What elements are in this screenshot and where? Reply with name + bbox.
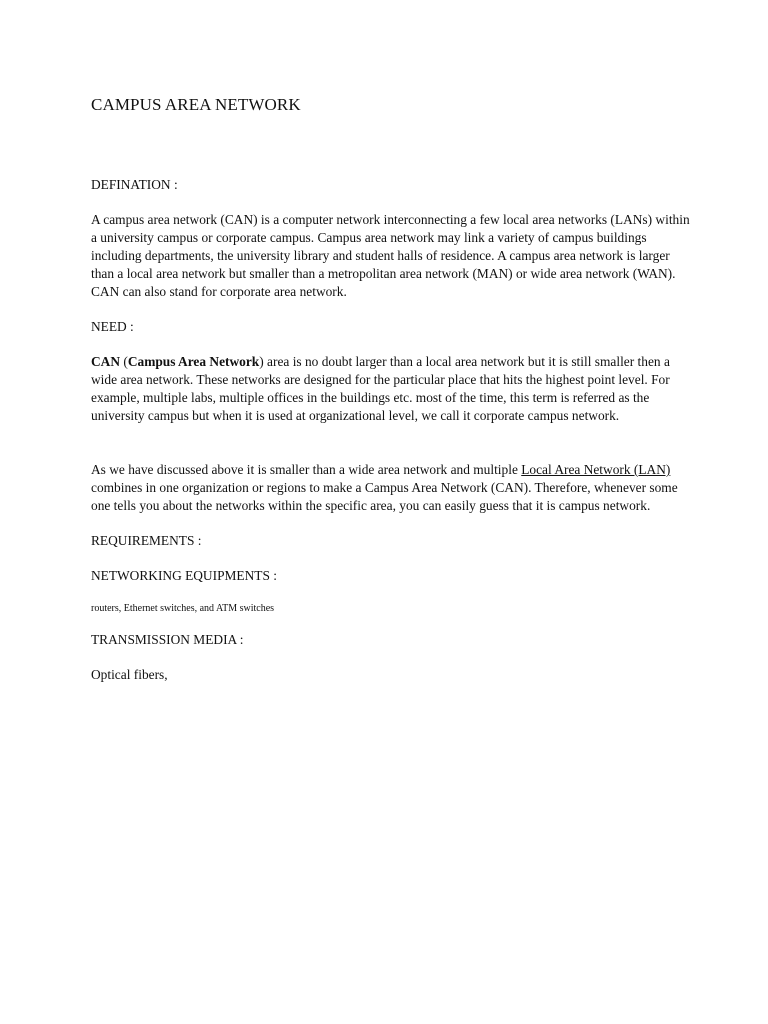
discussion-text-end: combines in one organization or regions to make a Campus Area Network (CAN). Therefore, whenever some one tells you about the networks within the specific area, you can easily guess that it is campus network. bbox=[91, 480, 678, 513]
definition-paragraph: A campus area network (CAN) is a computer network interconnecting a few local area networks (LANs) within a university campus or corporate campus. Campus area network may link a variety of campus buildings including departments, the university library and student halls of residence. A campus area network is larger than a local area network but smaller than a metropolitan area network (MAN) or wide area network (WAN). CAN can also stand for corporate area network. bbox=[91, 212, 690, 299]
transmission-media-list: Optical fibers, bbox=[91, 667, 168, 682]
definition-heading: DEFINATION : bbox=[91, 177, 178, 192]
discussion-paragraph bbox=[91, 461, 691, 515]
lan-link[interactable]: Local Area Network (LAN) bbox=[521, 462, 671, 477]
need-text: ) area is no doubt larger than a local area network but it is still smaller then a wide area network. These networks are designed for the particular place that hits the highest point level. For example, multiple labs, multiple offices in the buildings etc. most of the time, this term is referred as the university campus but when it is used at organizational level, we call it corporate campus network. bbox=[91, 354, 670, 423]
open-paren: ( bbox=[120, 354, 128, 369]
transmission-media-heading: TRANSMISSION MEDIA : bbox=[91, 632, 244, 647]
document-title: CAMPUS AREA NETWORK bbox=[91, 95, 301, 114]
networking-equipments-heading: NETWORKING EQUIPMENTS : bbox=[91, 568, 277, 583]
can-abbreviation: CAN bbox=[91, 354, 121, 369]
networking-equipments-list: routers, Ethernet switches, and ATM switches bbox=[91, 603, 275, 614]
need-heading: NEED : bbox=[91, 319, 134, 334]
can-full-name: Campus Area Network bbox=[127, 354, 260, 369]
need-paragraph bbox=[91, 353, 691, 425]
document-page bbox=[91, 94, 691, 696]
requirements-heading: REQUIREMENTS : bbox=[91, 533, 202, 548]
discussion-text-start: As we have discussed above it is smaller than a wide area network and multiple bbox=[91, 462, 522, 477]
